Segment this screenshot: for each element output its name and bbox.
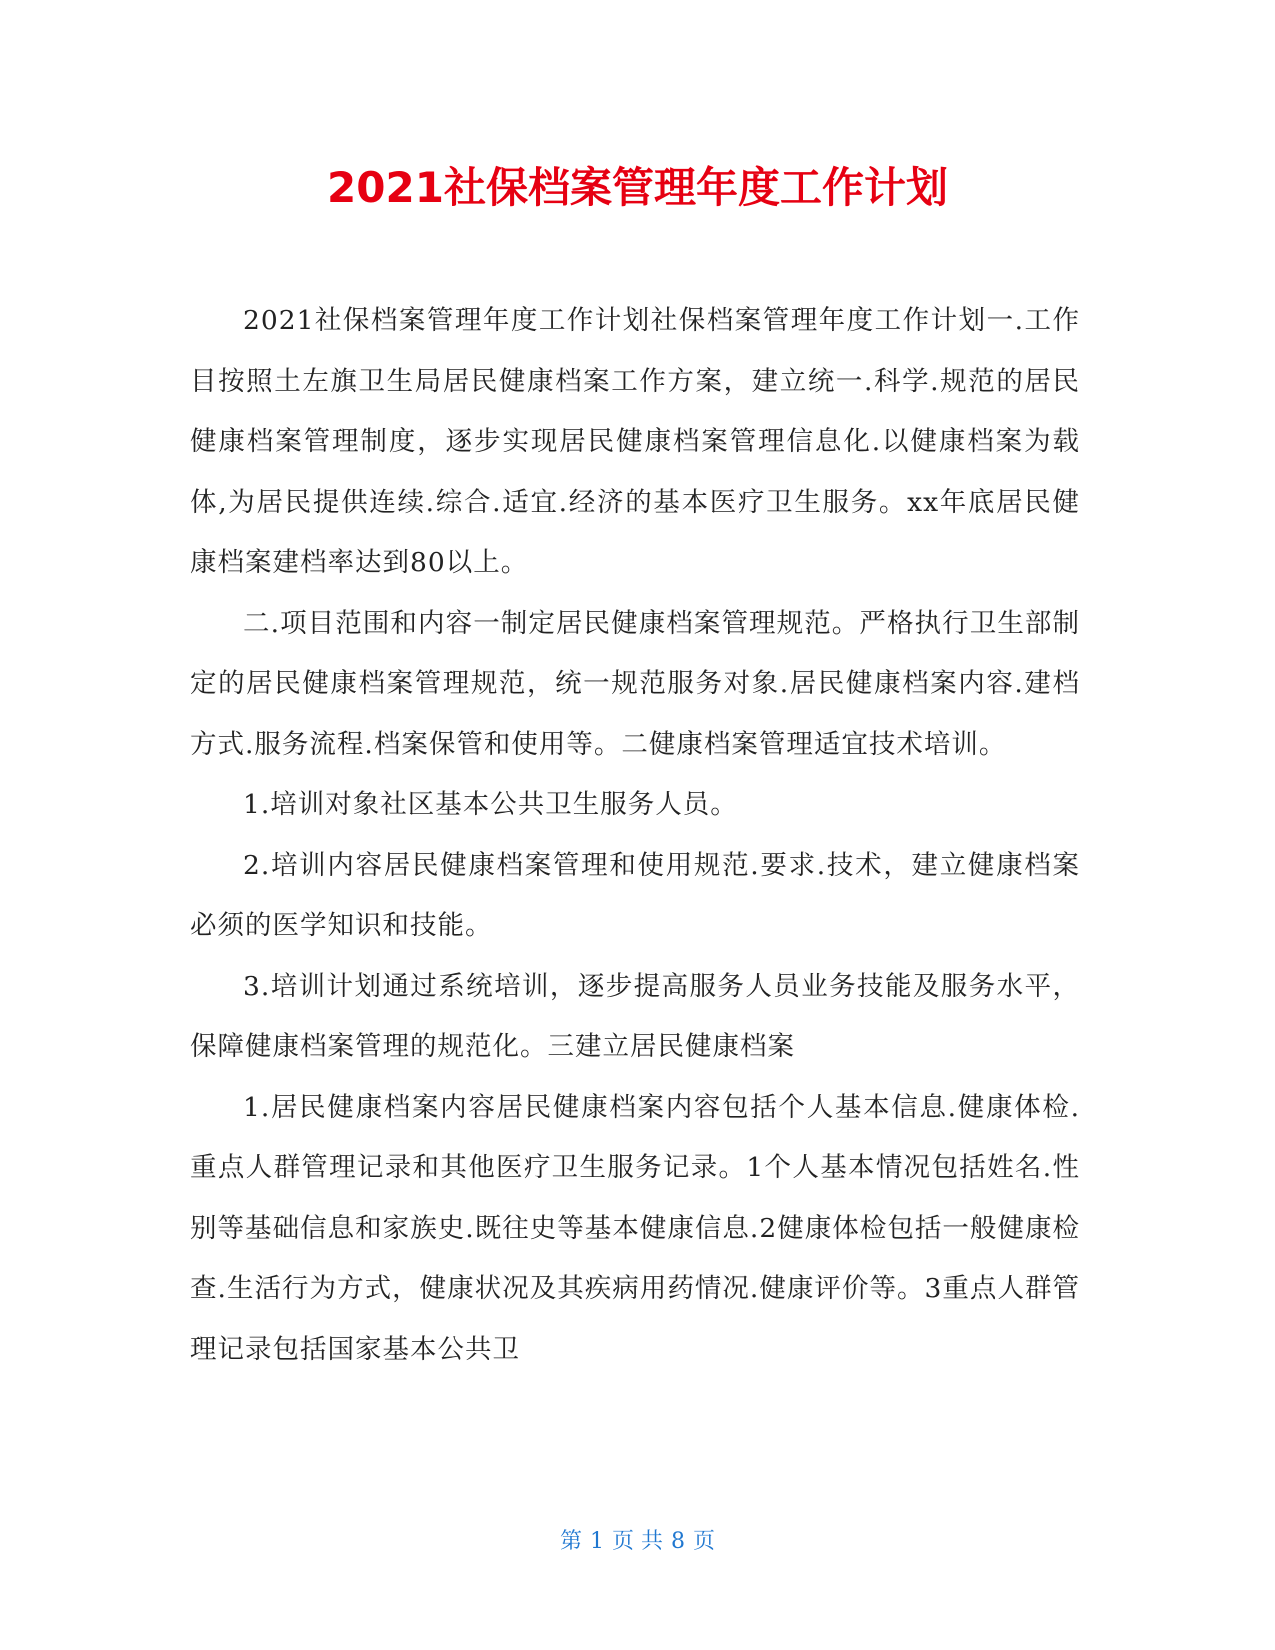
page-middle: 页 共 (612, 1529, 663, 1554)
paragraph: 二.项目范围和内容一制定居民健康档案管理规范。严格执行卫生部制定的居民健康档案管理规范，统一规范服务对象.居民健康档案内容.建档方式.服务流程.档案保管和使用等。二健康档案管理适宜技术培训。 (190, 607, 1080, 760)
page-prefix: 第 (559, 1529, 582, 1554)
page-suffix: 页 (693, 1529, 716, 1554)
page-current: 1 (590, 1529, 604, 1554)
paragraph: 3.培训计划通过系统培训，逐步提高服务人员业务技能及服务水平，保障健康档案管理的规范化。三建立居民健康档案 (190, 970, 1080, 1062)
document-body (190, 291, 1080, 1380)
document-title: 2021社保档案管理年度工作计划 (327, 163, 948, 212)
paragraph: 1.居民健康档案内容居民健康档案内容包括个人基本信息.健康体检.重点人群管理记录和其他医疗卫生服务记录。1个人基本情况包括姓名.性别等基础信息和家族史.既往史等基本健康信息.2健康体检包括一般健康检查.生活行为方式，健康状况及其疾病用药情况.健康评价等。3重点人群管理记录包括国家基本公共卫 (190, 1091, 1080, 1365)
paragraph: 2.培训内容居民健康档案管理和使用规范.要求.技术，建立健康档案必须的医学知识和技能。 (190, 849, 1080, 941)
page-number-footer (0, 1527, 1275, 1557)
page-total: 8 (671, 1529, 685, 1554)
paragraph: 1.培训对象社区基本公共卫生服务人员。 (243, 789, 738, 820)
paragraph: 2021社保档案管理年度工作计划社保档案管理年度工作计划一.工作目按照土左旗卫生局居民健康档案工作方案，建立统一.科学.规范的居民健康档案管理制度，逐步实现居民健康档案管理信息化.以健康档案为载体,为居民提供连续.综合.适宜.经济的基本医疗卫生服务。xx年底居民健康档案建档率达到80以上。 (190, 305, 1080, 578)
